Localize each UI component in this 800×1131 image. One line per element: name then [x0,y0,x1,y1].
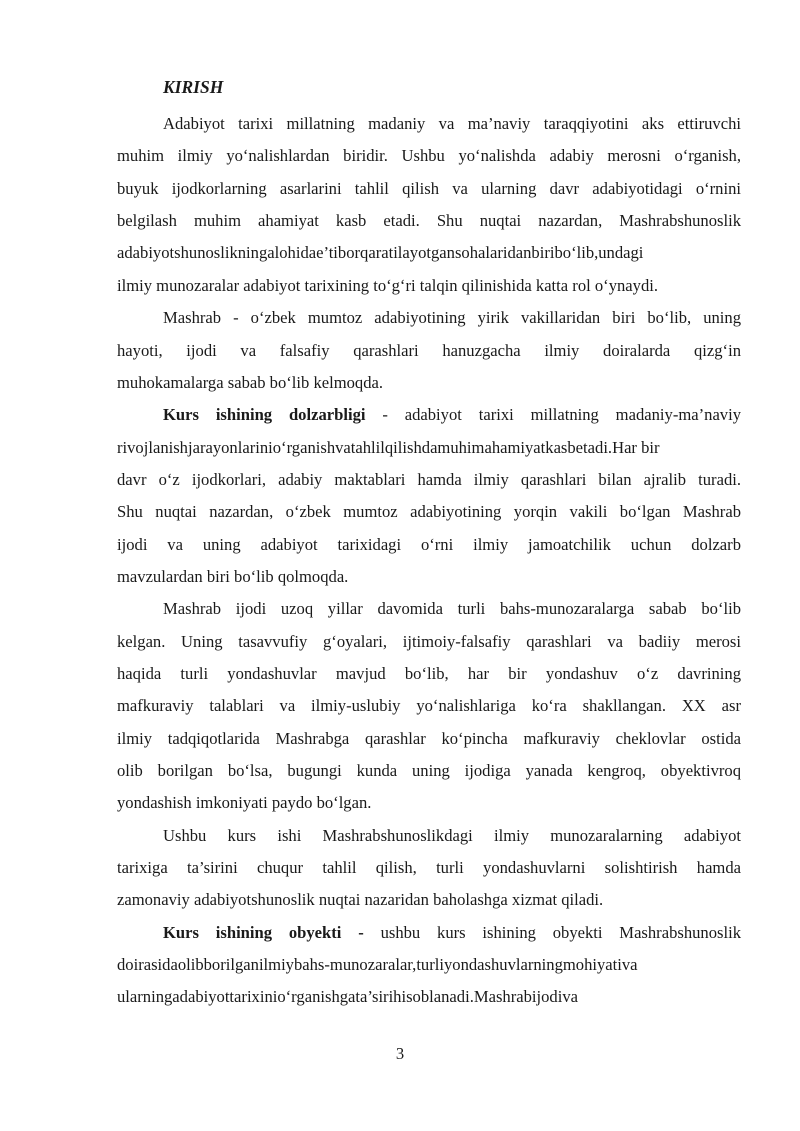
text-line: muhokamalarga sabab bo‘lib kelmoqda. [117,373,384,392]
section-heading: KIRISH [163,77,224,97]
text-line: Mashrab - o‘zbek mumtoz adabiyotining yirik vakillaridan biri bo‘lib, uning [163,308,741,327]
text-line: davr o‘z ijodkorlari, adabiy maktablari hamda ilmiy qarashlari bilan ajralib turadi. [117,470,741,489]
text-line: ilmiy tadqiqotlarida Mashrabga qarashlar ko‘pincha mafkuraviy cheklovlar ostida [117,729,741,748]
text-line: olib borilgan bo‘lsa, bugungi kunda uning ijodiga yanada kengroq, obyektivroq [117,761,741,780]
text-line: adabiyotshunoslikningalohidae’tiborqaratilayotgansohalaridanbiribo‘lib,undagi [117,243,644,262]
text-line: muhim ilmiy yo‘nalishlardan biridir. Ushbu yo‘nalishda adabiy merosni o‘rganish, [117,146,741,165]
text-line: Ushbu kurs ishi Mashrabshunoslikdagi ilmiy munozaralarning adabiyot [163,826,741,845]
text-line: mavzulardan biri bo‘lib qolmoqda. [117,567,349,586]
text-line: doirasidaolibborilganilmiybahs-munozaralar,turliyondashuvlarningmohiyativa [117,955,638,974]
text-line: rivojlanishjarayonlarinio‘rganishvatahlilqilishdamuhimahamiyatkasbetadi.Har bir [117,438,660,457]
text-line: Shu nuqtai nazardan, o‘zbek mumtoz adabiyotining yorqin vakili bo‘lgan Mashrab [117,502,741,521]
text-line: belgilash muhim ahamiyat kasb etadi. Shu nuqtai nazardan, Mashrabshunoslik [117,211,741,230]
term-dolzarbligi: Kurs ishining dolzarbligi [163,405,366,424]
text-line: zamonaviy adabiyotshunoslik nuqtai nazaridan baholashga xizmat qiladi. [117,890,604,909]
text-line: haqida turli yondashuvlar mavjud bo‘lib, har bir yondashuv o‘z davrining [117,664,741,683]
text-line: Kurs ishining obyekti - ushbu kurs ishining obyekti Mashrabshunoslik [163,923,741,942]
term-obyekti: Kurs ishining obyekti - [163,923,364,942]
text-line: ilmiy munozaralar adabiyot tarixining to‘g‘ri talqin qilinishida katta rol o‘ynaydi. [117,276,659,295]
text-line: kelgan. Uning tasavvufiy g‘oyalari, ijtimoiy-falsafiy qarashlari va badiiy merosi [117,632,741,651]
text-line: yondashish imkoniyati paydo bo‘lgan. [117,793,372,812]
text-line: ularningadabiyottarixinio‘rganishgata’sirihisoblanadi.Mashrabijodiva [117,987,578,1006]
text-line: Mashrab ijodi uzoq yillar davomida turli bahs-munozaralarga sabab bo‘lib [163,599,741,618]
text-line: Kurs ishining dolzarbligi - adabiyot tarixi millatning madaniy-ma’naviy [163,405,742,424]
text-line: ijodi va uning adabiyot tarixidagi o‘rni ilmiy jamoatchilik uchun dolzarb [117,535,741,554]
text-line: tarixiga ta’sirini chuqur tahlil qilish, turli yondashuvlarni solishtirish hamda [117,858,741,877]
text-line: mafkuraviy talablari va ilmiy-uslubiy yo‘nalishlariga ko‘ra shakllangan. XX asr [117,696,741,715]
text-line: Adabiyot tarixi millatning madaniy va ma’naviy taraqqiyotini aks ettiruvchi [163,114,741,133]
text-line: buyuk ijodkorlarning asarlarini tahlil qilish va ularning davr adabiyotidagi o‘rnini [117,179,741,198]
text-line: hayoti, ijodi va falsafiy qarashlari hanuzgacha ilmiy doiralarda qizg‘in [117,341,741,360]
page-number: 3 [395,1044,405,1063]
